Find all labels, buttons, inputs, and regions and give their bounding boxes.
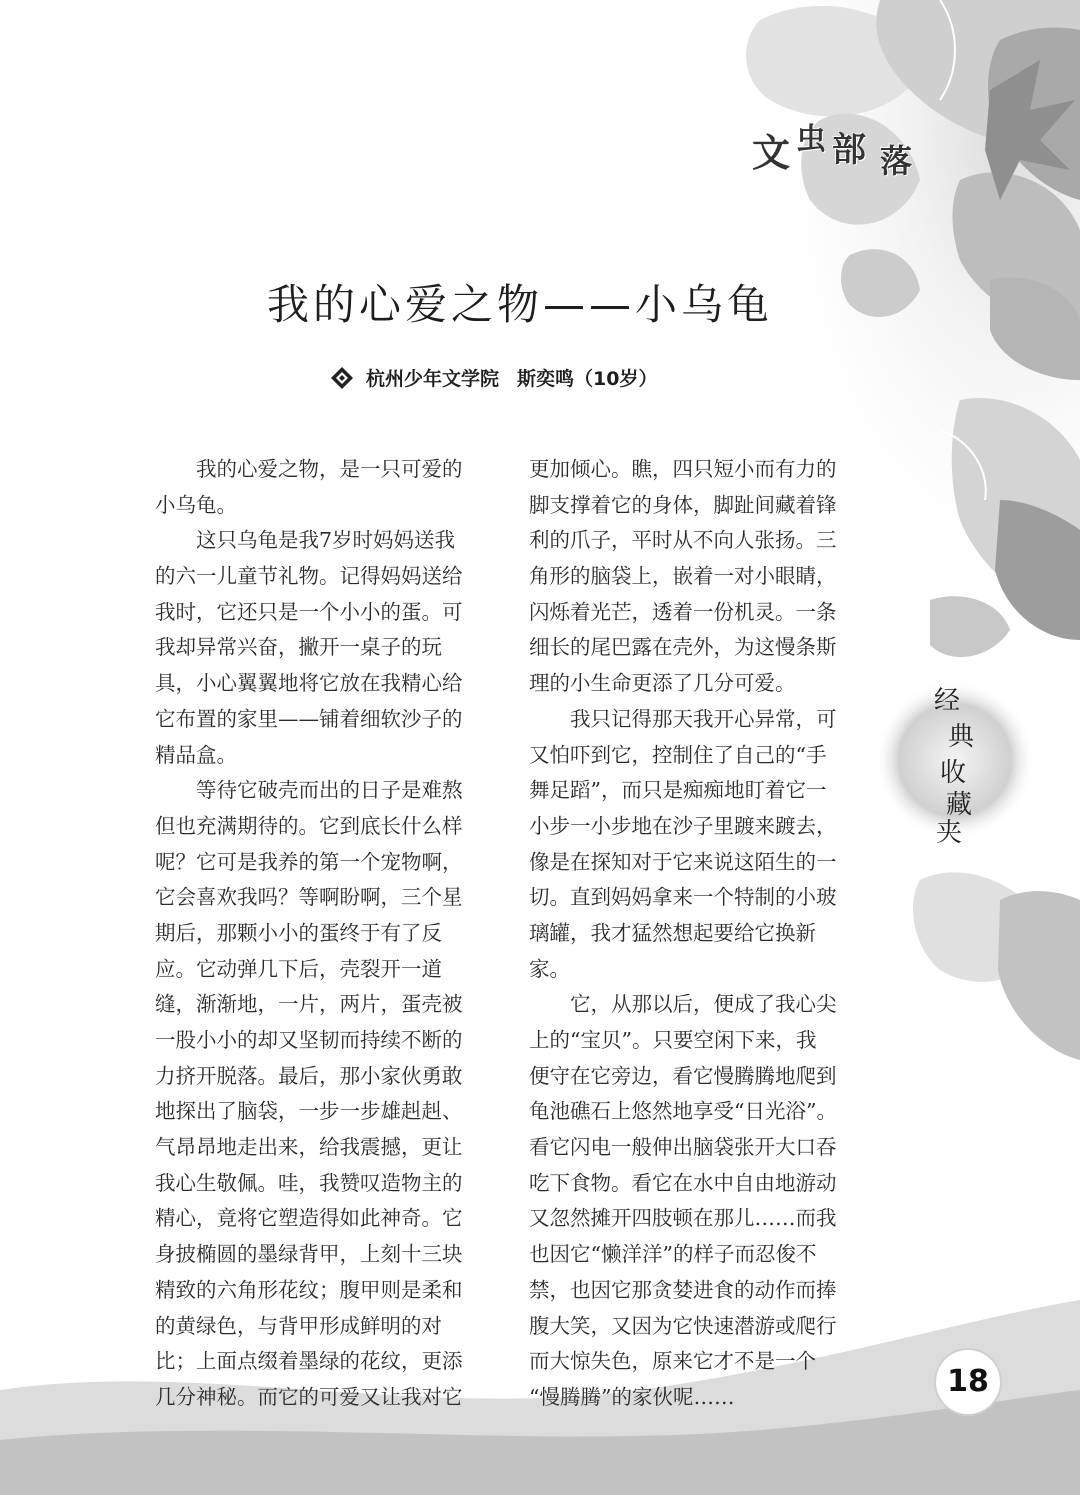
text-line: 便守在它旁边，看它慢腾腾地爬到 bbox=[529, 1063, 837, 1088]
body-column-right bbox=[529, 452, 867, 1416]
side-tab-char: 经 bbox=[934, 686, 961, 716]
side-tab-char: 收 bbox=[940, 758, 967, 788]
text-line: 也因它“懒洋洋”的样子而忍俊不 bbox=[529, 1242, 817, 1267]
text-line: 应。它动弹几下后，壳裂开一道 bbox=[155, 956, 442, 981]
text-line: 更加倾心。瞧，四只短小而有力的 bbox=[529, 457, 837, 481]
body-column-left bbox=[155, 452, 493, 1416]
text-line: 腹大笑，又因为它快速潜游或爬行 bbox=[529, 1313, 837, 1338]
column-header-char: 文 bbox=[752, 131, 791, 175]
text-line: 又怕吓到它，控制住了自己的“手 bbox=[529, 742, 827, 767]
text-line: 具，小心翼翼地将它放在我精心给 bbox=[155, 671, 463, 696]
text-line: 力挤开脱落。最后，那小家伙勇敢 bbox=[155, 1063, 463, 1088]
text-line: 又忽然摊开四肢顿在那儿……而我 bbox=[529, 1206, 837, 1231]
page-number: 18 bbox=[936, 1350, 1000, 1414]
text-line: 龟池礁石上悠然地享受“日光浴”。 bbox=[529, 1099, 837, 1124]
text-line: 它会喜欢我吗？等啊盼啊，三个星 bbox=[155, 885, 463, 910]
text-line: 而大惊失色，原来它才不是一个 bbox=[529, 1349, 816, 1374]
article-title: 我的心爱之物——小乌龟 bbox=[266, 280, 773, 329]
text-line: 期后，那颗小小的蛋终于有了反 bbox=[155, 920, 442, 945]
text-line: 璃罐，我才猛然想起要给它换新 bbox=[529, 920, 816, 945]
text-line: 等待它破壳而出的日子是难熬 bbox=[155, 778, 463, 803]
text-line: 我只记得那天我开心异常，可 bbox=[529, 706, 837, 731]
text-line: 精品盒。 bbox=[155, 742, 237, 767]
text-line: 看它闪电一般伸出脑袋张开大口吞 bbox=[529, 1135, 837, 1160]
side-tab-label bbox=[900, 672, 1010, 848]
text-line: 身披椭圆的墨绿背甲，上刻十三块 bbox=[155, 1242, 463, 1267]
side-tab-char: 藏 bbox=[946, 790, 973, 820]
column-header-char: 部 bbox=[832, 130, 866, 170]
text-line: 我心生敬佩。哇，我赞叹造物主的 bbox=[155, 1170, 463, 1195]
text-line: 比；上面点缀着墨绿的花纹，更添 bbox=[155, 1349, 463, 1374]
text-line: 吃下食物。看它在水中自由地游动 bbox=[529, 1170, 837, 1195]
text-line: 细长的尾巴露在壳外，为这慢条斯 bbox=[529, 635, 837, 660]
text-line: 理的小生命更添了几分可爱。 bbox=[529, 671, 796, 696]
text-line: 我却异常兴奋，撇开一桌子的玩 bbox=[155, 635, 442, 660]
text-line: 利的爪子，平时从不向人张扬。三 bbox=[529, 528, 837, 553]
byline bbox=[300, 364, 820, 391]
column-header-char: 虫 bbox=[796, 122, 826, 157]
text-line: 但也充满期待的。它到底长什么样 bbox=[155, 813, 463, 838]
text-line: 我时，它还只是一个小小的蛋。可 bbox=[155, 599, 463, 624]
text-line: 禁，也因它那贪婪进食的动作而捧 bbox=[529, 1277, 837, 1302]
text-line: 像是在探知对于它来说这陌生的一 bbox=[529, 849, 837, 874]
side-tab-char: 典 bbox=[948, 722, 975, 752]
text-line: 这只乌龟是我7岁时妈妈送我 bbox=[155, 528, 456, 553]
text-line: 我的心爱之物，是一只可爱的 bbox=[155, 457, 463, 481]
column-header bbox=[752, 112, 932, 182]
text-line: 舞足蹈”，而只是痴痴地盯着它一 bbox=[529, 778, 827, 803]
text-line: 气昂昂地走出来，给我震撼，更让 bbox=[155, 1135, 463, 1160]
column-header-char: 落 bbox=[880, 142, 913, 180]
text-line: “慢腾腾”的家伙呢…… bbox=[529, 1384, 735, 1409]
text-line: 呢？它可是我养的第一个宠物啊， bbox=[155, 849, 463, 874]
text-line: 它，从那以后，便成了我心尖 bbox=[529, 992, 837, 1017]
text-line: 精心，竟将它塑造得如此神奇。它 bbox=[155, 1206, 463, 1231]
text-line: 家。 bbox=[529, 956, 570, 981]
text-line: 脚支撑着它的身体，脚趾间藏着锋 bbox=[529, 492, 837, 517]
text-line: 地探出了脑袋，一步一步雄赳赳、 bbox=[155, 1099, 463, 1124]
text-line: 几分神秘。而它的可爱又让我对它 bbox=[155, 1384, 463, 1409]
author-school: 杭州少年文学院 bbox=[366, 368, 500, 390]
diamond-bullet-icon bbox=[330, 366, 354, 390]
author-name: 斯奕鸣（10岁） bbox=[517, 368, 658, 390]
text-line: 小乌龟。 bbox=[155, 492, 237, 517]
leaf-cluster-lower-icon bbox=[913, 872, 1080, 1060]
text-line: 它布置的家里——铺着细软沙子的 bbox=[155, 706, 463, 731]
text-line: 切。直到妈妈拿来一个特制的小玻 bbox=[529, 885, 837, 910]
text-line: 上的“宝贝”。只要空闲下来，我 bbox=[529, 1028, 817, 1052]
text-line: 精致的六角形花纹；腹甲则是柔和 bbox=[155, 1277, 463, 1302]
side-tab-char: 夹 bbox=[936, 818, 963, 848]
text-line: 角形的脑袋上，嵌着一对小眼睛， bbox=[529, 564, 837, 589]
text-line: 闪烁着光芒，透着一份机灵。一条 bbox=[529, 599, 837, 624]
text-line: 小步一小步地在沙子里踱来踱去， bbox=[529, 813, 837, 838]
text-line: 缝，渐渐地，一片，两片，蛋壳被 bbox=[155, 992, 463, 1017]
text-line: 一股小小的却又坚韧而持续不断的 bbox=[155, 1028, 463, 1052]
text-line: 的六一儿童节礼物。记得妈妈送给 bbox=[155, 564, 463, 589]
text-line: 的黄绿色，与背甲形成鲜明的对 bbox=[155, 1313, 442, 1338]
